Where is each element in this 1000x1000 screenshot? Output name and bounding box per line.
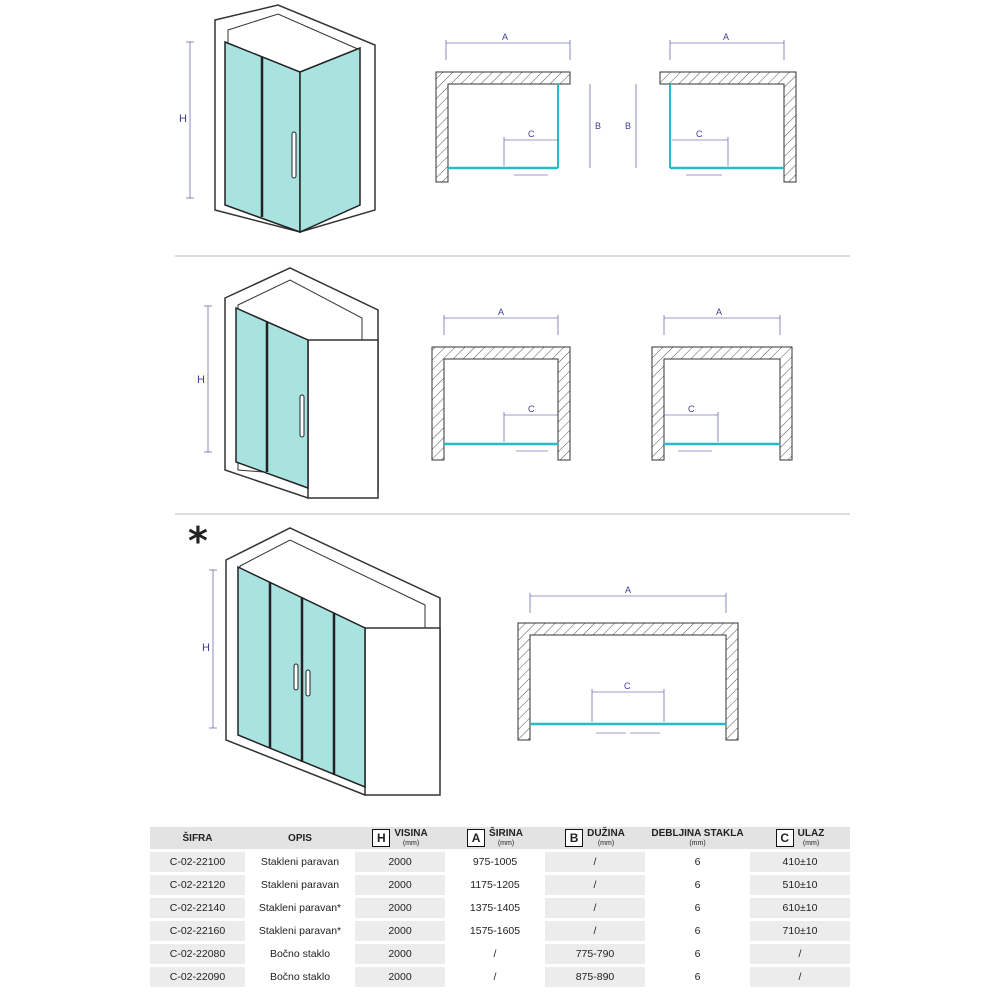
svg-text:C: C: [688, 404, 695, 414]
table-cell: 6: [694, 925, 701, 937]
c-symbol-box: C: [776, 829, 794, 847]
svg-text:C: C: [528, 404, 535, 414]
plan-niche-right: [432, 307, 570, 460]
corner-enclosure-3d: [179, 5, 375, 232]
table-cell: 6: [694, 971, 701, 983]
table-row: [150, 967, 850, 987]
table-cell: Bočno staklo: [269, 948, 331, 960]
plan-double-door: [518, 585, 738, 740]
table-cell: /: [750, 944, 850, 964]
table-cell: C-02-22080: [150, 944, 245, 964]
table-cell: 775-790: [545, 944, 645, 964]
table-cell: Stakleni paravan: [260, 879, 340, 891]
table-cell: C-02-22100: [150, 852, 245, 872]
svg-text:A: A: [625, 585, 632, 595]
table-cell: /: [545, 875, 645, 895]
col-header-description: OPIS: [245, 827, 355, 849]
svg-text:A: A: [502, 32, 509, 42]
table-header-row: [150, 827, 850, 849]
table-cell: /: [545, 898, 645, 918]
table-cell: 2000: [355, 852, 445, 872]
niche-door-3d: [197, 268, 378, 498]
col-header-code: ŠIFRA: [150, 827, 245, 849]
table-cell: Stakleni paravan: [260, 856, 340, 868]
table-cell: /: [545, 921, 645, 941]
col-header-width: A ŠIRINA (mm): [445, 827, 545, 849]
table-cell: 1175-1205: [470, 879, 520, 891]
table-cell: C-02-22140: [150, 898, 245, 918]
table-cell: Bočno staklo: [269, 971, 331, 983]
table-row: [150, 898, 850, 918]
table-cell: 2000: [355, 875, 445, 895]
table-cell: 975-1005: [472, 856, 518, 868]
svg-text:C: C: [624, 681, 631, 691]
col-header-entry: C ULAZ (mm): [750, 827, 850, 849]
table-cell: 610±10: [750, 898, 850, 918]
table-cell: Stakleni paravan*: [258, 902, 342, 914]
table-cell: 6: [694, 948, 701, 960]
table-cell: C-02-22160: [150, 921, 245, 941]
svg-text:C: C: [696, 129, 703, 139]
table-cell: 2000: [355, 967, 445, 987]
svg-text:A: A: [723, 32, 730, 42]
h-symbol-box: H: [372, 829, 390, 847]
col-header-depth: B DUŽINA (mm): [545, 827, 645, 849]
table-cell: 2000: [355, 944, 445, 964]
height-label: H: [179, 113, 187, 125]
table-cell: Stakleni paravan*: [258, 925, 342, 937]
table-cell: /: [750, 967, 850, 987]
a-symbol-box: A: [467, 829, 485, 847]
asterisk-marker: *: [188, 519, 208, 563]
table-cell: /: [493, 971, 497, 983]
col-header-height: H VISINA (mm): [355, 827, 445, 849]
double-door-3d: [202, 528, 440, 795]
table-cell: 1575-1605: [469, 925, 521, 937]
table-cell: C-02-22090: [150, 967, 245, 987]
svg-text:B: B: [625, 121, 632, 131]
table-cell: 6: [694, 856, 701, 868]
table-cell: 1375-1405: [469, 902, 521, 914]
svg-text:H: H: [202, 642, 210, 654]
svg-text:H: H: [197, 374, 205, 386]
table-cell: C-02-22120: [150, 875, 245, 895]
table-cell: /: [493, 948, 497, 960]
table-cell: 875-890: [545, 967, 645, 987]
table-row: [150, 944, 850, 964]
svg-text:C: C: [528, 129, 535, 139]
table-row: [150, 852, 850, 872]
plan-corner-right: [436, 32, 601, 182]
table-cell: 6: [694, 902, 701, 914]
col-header-glass-thickness: DEBLJINA STAKLA (mm): [645, 827, 750, 849]
svg-text:A: A: [716, 307, 723, 317]
table-cell: 2000: [355, 898, 445, 918]
table-cell: /: [545, 852, 645, 872]
table-cell: 6: [694, 879, 701, 891]
table-cell: 510±10: [750, 875, 850, 895]
table-cell: 710±10: [750, 921, 850, 941]
spec-table: [150, 824, 850, 990]
svg-text:B: B: [595, 121, 602, 131]
table-row: [150, 921, 850, 941]
svg-text:A: A: [498, 307, 505, 317]
b-symbol-box: B: [565, 829, 583, 847]
table-row: [150, 875, 850, 895]
table-cell: 2000: [355, 921, 445, 941]
table-cell: 410±10: [750, 852, 850, 872]
plan-niche-left: [652, 307, 792, 460]
plan-corner-left: [625, 32, 796, 182]
